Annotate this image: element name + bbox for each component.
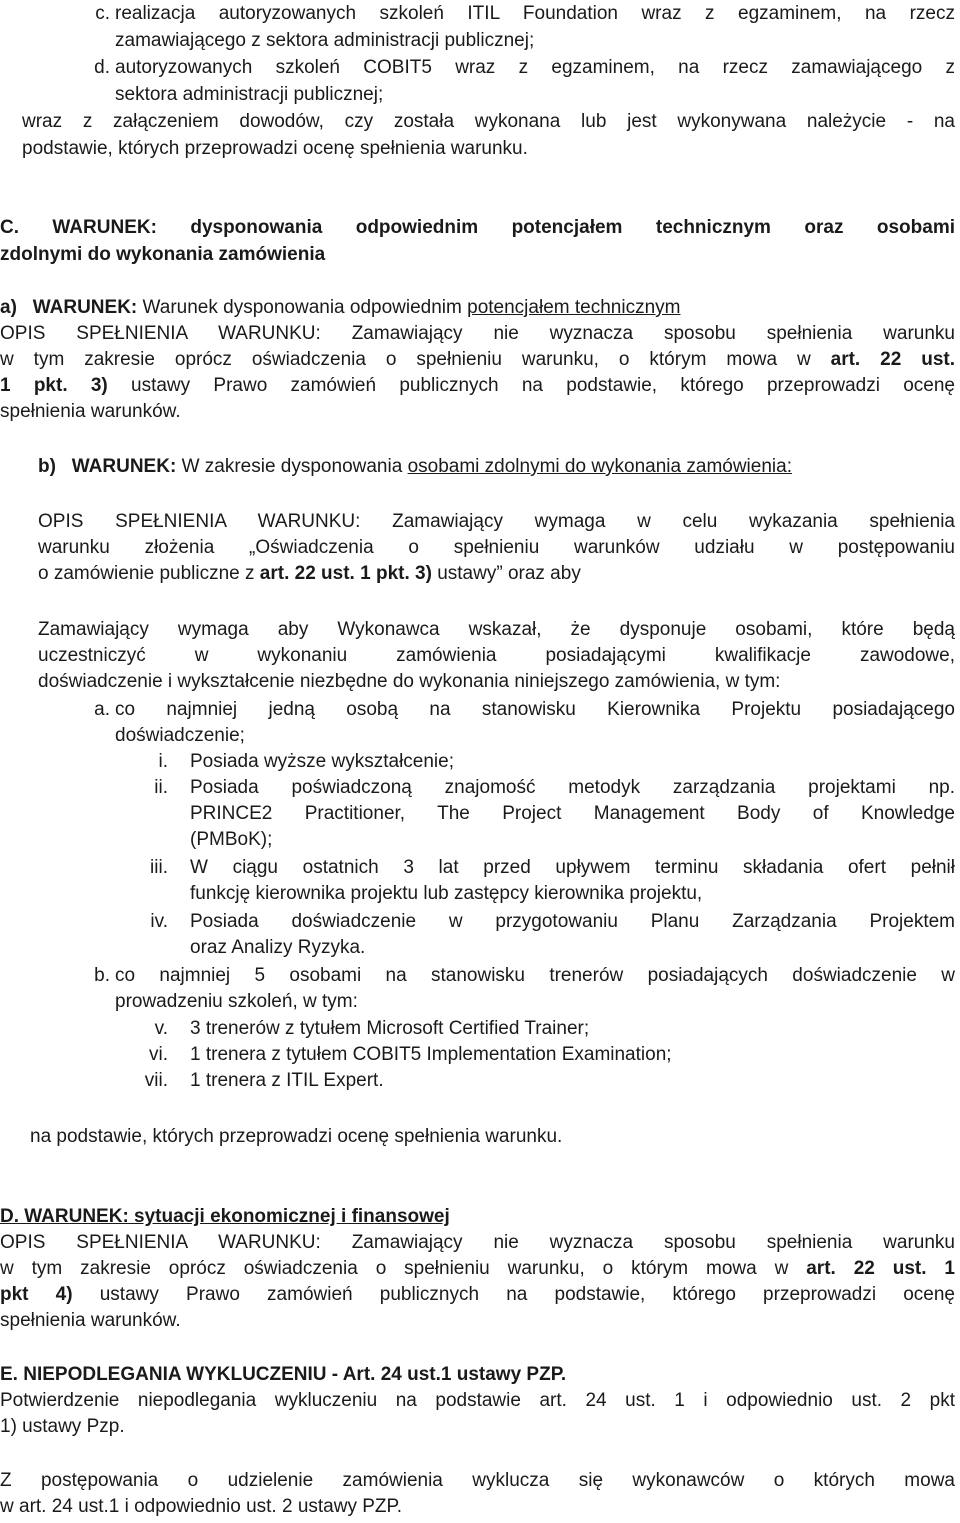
paragraph-line: w art. 24 ust.1 i odpowiednio ust. 2 ustawy PZP. (0, 1496, 403, 1517)
list-item-text: 1 trenera z ITIL Expert. (190, 1070, 384, 1091)
list-item-text: (PMBoK); (190, 829, 273, 850)
paragraph-line: uczestniczyć w wykonaniu zamówienia posiadającymi kwalifikacje zawodowe, (38, 645, 955, 666)
paragraph-line: podstawie, których przeprowadzi ocenę spełnienia warunku. (22, 138, 528, 159)
section-heading: E. NIEPODLEGANIA WYKLUCZENIU - Art. 24 ust.1 ustawy PZP. (0, 1364, 567, 1385)
list-item-text: W ciągu ostatnich 3 lat przed upływem terminu składania ofert pełnił (190, 857, 955, 878)
paragraph-line: wraz z załączeniem dowodów, czy została wykonana lub jest wykonywana należycie - na (22, 111, 955, 132)
paragraph-line: pkt 4) ustawy Prawo zamówień publicznych na podstawie, którego przeprowadzi ocenę (0, 1284, 955, 1305)
paragraph-line: na podstawie, których przeprowadzi ocenę spełnienia warunku. (30, 1126, 563, 1147)
list-marker: a. (94, 699, 110, 720)
paragraph-line: OPIS SPEŁNIENIA WARUNKU: Zamawiający wymaga w celu wykazania spełnienia (38, 511, 955, 532)
paragraph-line: Z postępowania o udzielenie zamówienia wyklucza się wykonawców o których mowa (0, 1470, 955, 1491)
paragraph-line: w tym zakresie oprócz oświadczenia o spełnieniu warunku, o którym mowa w art. 22 ust. (0, 349, 955, 370)
list-marker: iii. (150, 857, 168, 878)
list-item-text: autoryzowanych szkoleń COBIT5 wraz z egzaminem, na rzecz zamawiającego z (115, 57, 955, 78)
paragraph-line: 1 pkt. 3) ustawy Prawo zamówień publicznych na podstawie, którego przeprowadzi ocenę (0, 375, 955, 396)
section-heading: zdolnymi do wykonania zamówienia (0, 244, 326, 265)
paragraph-line: spełnienia warunków. (0, 401, 181, 422)
subsection-heading: a) WARUNEK: Warunek dysponowania odpowiednim potencjałem technicznym (0, 297, 681, 318)
paragraph-line: doświadczenie i wykształcenie niezbędne do wykonania niniejszego zamówienia, w tym: (38, 671, 781, 692)
paragraph-line: Potwierdzenie niepodlegania wykluczeniu na podstawie art. 24 ust. 1 i odpowiednio ust. 2 pkt (0, 1390, 955, 1411)
list-item-text: zamawiającego z sektora administracji publicznej; (115, 30, 535, 51)
paragraph-line: OPIS SPEŁNIENIA WARUNKU: Zamawiający nie wyznacza sposobu spełnienia warunku (0, 323, 955, 344)
list-item-text: co najmniej jedną osobą na stanowisku Kierownika Projektu posiadającego (115, 699, 955, 720)
list-item-text: 1 trenera z tytułem COBIT5 Implementation Examination; (190, 1044, 672, 1065)
list-marker: iv. (150, 911, 168, 932)
list-item-text: funkcję kierownika projektu lub zastępcy kierownika projektu, (190, 883, 703, 904)
list-item-text: Posiada wyższe wykształcenie; (190, 751, 454, 772)
subsection-heading: b) WARUNEK: W zakresie dysponowania osobami zdolnymi do wykonania zamówienia: (38, 456, 792, 477)
list-item-text: co najmniej 5 osobami na stanowisku trenerów posiadających doświadczenie w (115, 965, 955, 986)
section-heading: C. WARUNEK: dysponowania odpowiednim potencjałem technicznym oraz osobami (0, 217, 955, 238)
paragraph-line: warunku złożenia „Oświadczenia o spełnieniu warunków udziału w postępowaniu (38, 537, 955, 558)
paragraph-line: Zamawiający wymaga aby Wykonawca wskazał, że dysponuje osobami, które będą (38, 619, 955, 640)
list-marker: i. (158, 751, 168, 772)
list-item-text: doświadczenie; (115, 725, 245, 746)
list-item-text: oraz Analizy Ryzyka. (190, 937, 366, 958)
list-item-text: Posiada poświadczoną znajomość metodyk zarządzania projektami np. (190, 777, 955, 798)
list-marker: vi. (149, 1044, 168, 1065)
paragraph-line: 1) ustawy Pzp. (0, 1416, 125, 1437)
list-marker: vii. (144, 1070, 168, 1091)
paragraph-line: spełnienia warunków. (0, 1310, 181, 1331)
section-heading: D. WARUNEK: sytuacji ekonomicznej i finansowej (0, 1206, 450, 1227)
list-marker: d. (94, 57, 110, 78)
list-marker: b. (94, 965, 110, 986)
paragraph-line: o zamówienie publiczne z art. 22 ust. 1 pkt. 3) ustawy” oraz aby (38, 563, 581, 584)
list-marker: ii. (154, 777, 168, 798)
list-item-text: 3 trenerów z tytułem Microsoft Certified Trainer; (190, 1018, 590, 1039)
paragraph-line: w tym zakresie oprócz oświadczenia o spełnieniu warunku, o którym mowa w art. 22 ust. 1 (0, 1258, 955, 1279)
list-item-text: prowadzeniu szkoleń, w tym: (115, 991, 358, 1012)
paragraph-line: OPIS SPEŁNIENIA WARUNKU: Zamawiający nie wyznacza sposobu spełnienia warunku (0, 1232, 955, 1253)
list-item-text: PRINCE2 Practitioner, The Project Management Body of Knowledge (190, 803, 955, 824)
list-item-text: Posiada doświadczenie w przygotowaniu Planu Zarządzania Projektem (190, 911, 955, 932)
list-marker: v. (154, 1018, 168, 1039)
list-marker: c. (95, 3, 110, 24)
list-item-text: realizacja autoryzowanych szkoleń ITIL Foundation wraz z egzaminem, na rzecz (115, 3, 955, 24)
list-item-text: sektora administracji publicznej; (115, 84, 384, 105)
